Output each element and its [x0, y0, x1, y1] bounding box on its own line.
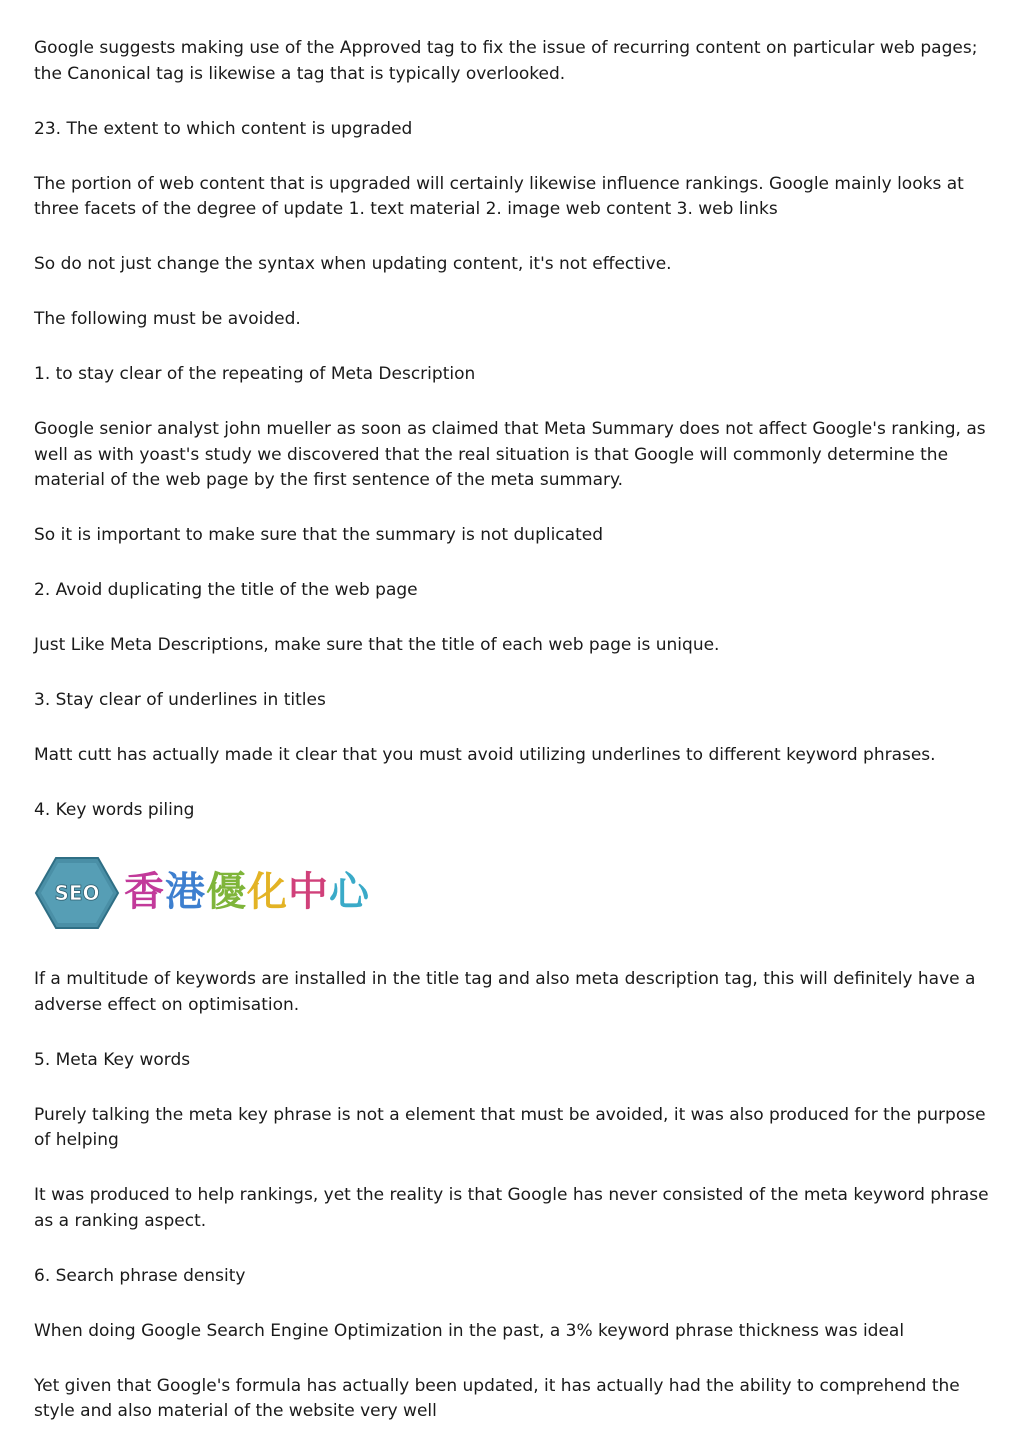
paragraph-meta-key-phrase: Purely talking the meta key phrase is not a element that must be avoided, it was also produced for the purpose of helping	[34, 1104, 986, 1150]
heading-underlines: 3. Stay clear of underlines in titles	[34, 690, 326, 710]
paragraph-syntax: So do not just change the syntax when updating content, it's not effective.	[34, 254, 672, 274]
heading-duplicate-title: 2. Avoid duplicating the title of the web page	[34, 580, 418, 600]
logo-char-4: 化	[247, 869, 288, 916]
heading-keyword-piling: 4. Key words piling	[34, 800, 195, 820]
logo-char-6: 心	[329, 869, 370, 916]
heading-meta-description: 1. to stay clear of the repeating of Meta Description	[34, 364, 476, 384]
seo-logo	[34, 853, 994, 933]
paragraph-mueller: Google senior analyst john mueller as soon as claimed that Meta Summary does not affect Google's ranking, as well as with yoast's study we discovered that the real situation is that Google will commonly determine the material of the web page by the first sentence of the meta summary.	[34, 419, 986, 490]
paragraph-canonical: Google suggests making use of the Approved tag to fix the issue of recurring content on particular web pages; the Canonical tag is likewise a tag that is typically overlooked.	[34, 38, 978, 84]
logo-char-1: 香	[124, 869, 165, 916]
heading-content-upgraded: 23. The extent to which content is upgraded	[34, 118, 413, 139]
document-body	[34, 36, 994, 1454]
paragraph-unique-title: Just Like Meta Descriptions, make sure that the title of each web page is unique.	[34, 635, 720, 655]
logo-char-3: 優	[206, 869, 247, 916]
heading-keyword-density: 6. Search phrase density	[34, 1265, 246, 1286]
paragraph-formula-updated: Yet given that Google's formula has actually been updated, it has actually had the ability to comprehend the style and also material of the website very well	[34, 1375, 960, 1421]
seo-badge-text: SEO	[54, 881, 100, 905]
paragraph-density-past: When doing Google Search Engine Optimization in the past, a 3% keyword phrase thickness was ideal	[34, 1320, 905, 1341]
logo-char-2: 港	[165, 869, 206, 916]
paragraph-summary-duplicate: So it is important to make sure that the summary is not duplicated	[34, 525, 603, 545]
paragraph-matt-cutt: Matt cutt has actually made it clear that you must avoid utilizing underlines to different keyword phrases.	[34, 745, 936, 765]
heading-meta-keywords: 5. Meta Key words	[34, 1049, 191, 1070]
paragraph-keywords-title-tag: If a multitude of keywords are installed in the title tag and also meta description tag, this will definitely have a adverse effect on optimisation.	[34, 969, 976, 1015]
seo-badge-icon	[34, 855, 120, 931]
logo-title	[124, 869, 370, 916]
paragraph-rankings: It was produced to help rankings, yet the reality is that Google has never consisted of the meta keyword phrase as a ranking aspect.	[34, 1185, 989, 1231]
paragraph-avoid-intro: The following must be avoided.	[34, 309, 301, 329]
paragraph-update-facets: The portion of web content that is upgraded will certainly likewise influence rankings. Google mainly looks at three facets of the degree of update 1. text material 2. image web content 3. web links	[34, 173, 964, 219]
logo-char-5: 中	[288, 869, 329, 916]
